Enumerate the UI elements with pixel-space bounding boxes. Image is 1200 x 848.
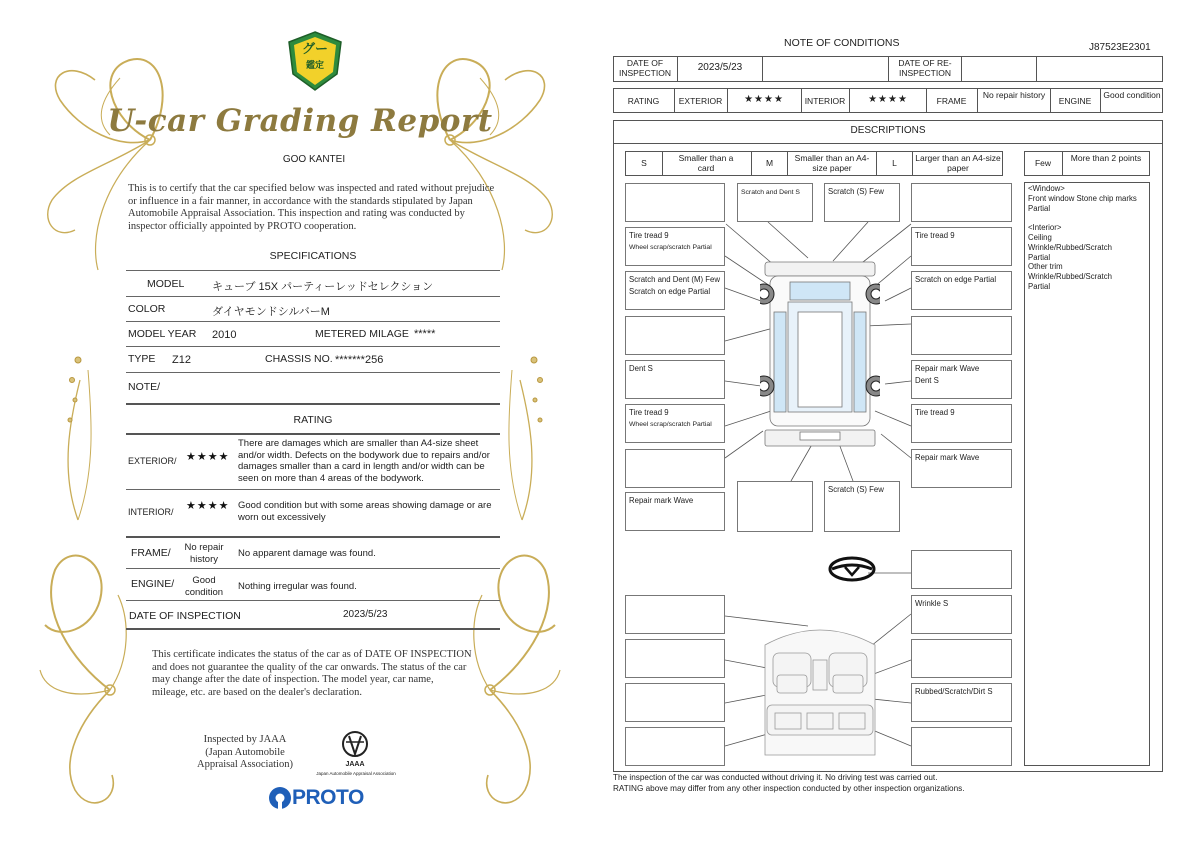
exterior-stars: ★★★★ xyxy=(186,450,230,463)
note-box-interior-left-2 xyxy=(625,639,725,678)
jaaa-logo-subtext: Japan Automobile Appraisal Association xyxy=(316,771,396,776)
note-box-right-repair: Repair mark Wave Dent S xyxy=(911,360,1012,399)
legend-l-desc: Larger than an A4-size paper xyxy=(915,153,1001,173)
metered-mileage-label: METERED MILAGE xyxy=(315,328,409,340)
note-box-right-mid xyxy=(911,316,1012,355)
exterior-label: EXTERIOR/ xyxy=(128,456,177,466)
side-description-line: Partial xyxy=(1028,281,1051,291)
steering-wheel-icon xyxy=(827,555,877,583)
date-of-inspection-label: DATE OF INSPECTION xyxy=(129,610,241,622)
interior-label: INTERIOR xyxy=(804,96,846,106)
side-description-line: Front window Stone chip marks xyxy=(1028,193,1137,203)
specifications-heading: SPECIFICATIONS xyxy=(269,250,357,262)
date-of-reinspection-label: DATE OF RE-INSPECTION xyxy=(898,58,952,78)
exterior-description: There are damages which are smaller than A4-size sheet and/or width. Defects on the bodywork due to repairs and/or damages smaller than a card in length and/or width can be seen on more than 4 areas of the bodywork. xyxy=(238,438,490,484)
note-box-interior-rubbed: Rubbed/Scratch/Dirt S xyxy=(911,683,1012,722)
frame-value: No repair history xyxy=(184,542,224,565)
note-box-right-front: Scratch on edge Partial xyxy=(911,271,1012,310)
note-box-top-right xyxy=(911,183,1012,222)
model-label: MODEL xyxy=(147,278,185,290)
note-of-conditions xyxy=(600,0,1200,848)
rating-heading: RATING xyxy=(293,414,333,426)
report-subtitle: GOO KANTEI xyxy=(282,154,346,165)
note-box-left-front-tire: Tire tread 9 Wheel scrap/scratch Partial xyxy=(625,227,725,266)
note-box-interior-left-4 xyxy=(625,727,725,766)
note-label: NOTE/ xyxy=(128,381,161,393)
note-box-bottom-mid-right: Scratch (S) Few xyxy=(824,481,900,532)
jaaa-logo-text: JAAA xyxy=(345,761,365,768)
note-box-right-front-tire: Tire tread 9 xyxy=(911,227,1012,266)
type-value: Z12 xyxy=(172,354,191,366)
note-box-interior-left-1 xyxy=(625,595,725,634)
note-box-top-mid-right: Scratch (S) Few xyxy=(824,183,900,222)
car-interior-diagram xyxy=(755,615,885,760)
jaaa-logo-icon xyxy=(340,728,370,760)
engine-label: ENGINE xyxy=(1058,96,1092,106)
frame-value: No repair history xyxy=(982,90,1046,100)
note-box-interior-right-4 xyxy=(911,727,1012,766)
interior-description: Good condition but with some areas showing damage or are worn out excessively xyxy=(238,500,492,523)
legend-s-desc: Smaller than a card xyxy=(678,153,734,173)
engine-label: ENGINE/ xyxy=(131,578,175,590)
side-description-line: <Window> xyxy=(1028,184,1065,193)
frame-description: No apparent damage was found. xyxy=(238,548,376,559)
legend-few: Few xyxy=(1034,158,1052,168)
note-box-left-dent: Dent S xyxy=(625,360,725,399)
date-of-inspection-value: 2023/5/23 xyxy=(697,62,743,73)
legend-m: M xyxy=(765,158,774,168)
note-heading: NOTE OF CONDITIONS xyxy=(784,37,900,49)
note-box-bottom-mid-left xyxy=(737,481,813,532)
inspected-by-text: Inspected by JAAA (Japan Automobile Appraisal Association) xyxy=(197,734,293,771)
note-box-left-rear-tire: Tire tread 9 Wheel scrap/scratch Partial xyxy=(625,404,725,443)
note-box-interior-left-3 xyxy=(625,683,725,722)
exterior-label: EXTERIOR xyxy=(678,96,723,106)
engine-value: Good condition xyxy=(184,575,224,598)
descriptions-heading: DESCRIPTIONS xyxy=(850,125,926,136)
certification-intro: This is to certify that the car specified below was inspected and rated without prejudice or influence in a fair manner, in accordance with the standards stipulated by Japan Automobile Appraisal Association. This inspection and rating was conducted by inspector officially appointed by PROTO cooperation. xyxy=(128,183,495,232)
report-title: U-car Grading Report xyxy=(107,103,493,139)
note-box-interior-right-2 xyxy=(911,639,1012,678)
side-description-line: Partial xyxy=(1028,252,1051,262)
metered-mileage-value: ***** xyxy=(414,328,436,340)
date-of-inspection-label: DATE OF INSPECTION xyxy=(619,58,671,78)
note-box-left-mid xyxy=(625,316,725,355)
note-box-left-lower xyxy=(625,449,725,488)
engine-description: Nothing irregular was found. xyxy=(238,581,357,592)
footer-note-1: The inspection of the car was conducted without driving it. No driving test was carried out. xyxy=(613,773,938,782)
badge-sub-text: 鑑定 xyxy=(305,60,324,70)
proto-logo-icon xyxy=(267,785,293,811)
legend-few-desc: More than 2 points xyxy=(1070,153,1142,163)
frame-label: FRAME xyxy=(936,96,967,106)
interior-label: INTERIOR/ xyxy=(128,507,174,517)
note-box-top-left xyxy=(625,183,725,222)
legend-l: L xyxy=(892,158,897,168)
side-description-line: Ceiling xyxy=(1028,232,1052,242)
reference-number: J87523E2301 xyxy=(1089,42,1151,53)
exterior-stars: ★★★★ xyxy=(744,94,784,105)
footer-note-2: RATING above may differ from any other inspection conducted by other inspection organizations. xyxy=(613,784,965,793)
interior-stars: ★★★★ xyxy=(186,499,230,512)
chassis-no-value: *******256 xyxy=(335,354,384,366)
interior-stars: ★★★★ xyxy=(868,94,908,105)
side-description-line: Wrinkle/Rubbed/Scratch xyxy=(1028,272,1112,282)
date-of-inspection-value: 2023/5/23 xyxy=(343,609,388,620)
color-value: ダイヤモンドシルバーM xyxy=(212,306,330,318)
side-description-line: Wrinkle/Rubbed/Scratch xyxy=(1028,242,1112,252)
note-box-steering xyxy=(911,550,1012,589)
legend-s: S xyxy=(641,158,647,168)
type-label: TYPE xyxy=(128,353,156,365)
car-top-view-diagram xyxy=(760,252,880,457)
color-label: COLOR xyxy=(128,303,166,315)
proto-logo-text: PROTO xyxy=(292,786,364,809)
legend-m-desc: Smaller than an A4-size paper xyxy=(794,153,870,173)
side-description-line: <Interior> xyxy=(1028,223,1062,233)
note-box-right-rear-tire: Tire tread 9 xyxy=(911,404,1012,443)
rating-label: RATING xyxy=(627,96,660,106)
note-box-interior-wrinkle: Wrinkle S xyxy=(911,595,1012,634)
note-box-left-front: Scratch and Dent (M) Few Scratch on edge Partial xyxy=(625,271,725,310)
side-descriptions xyxy=(1028,184,1148,292)
certificate-disclaimer: This certificate indicates the status of the car as of DATE OF INSPECTION and does not guarantee the quality of the car onwards. The status of the car may change after the date of inspection. The model year, car name, mileage, etc. are based on the dealer's declaration. xyxy=(152,649,472,698)
model-value: キューブ 15X パーティーレッドセレクション xyxy=(212,281,434,293)
side-description-line: Other trim xyxy=(1028,262,1063,272)
note-box-top-mid-left: Scratch and Dent S xyxy=(737,183,813,222)
note-box-left-repair: Repair mark Wave xyxy=(625,492,725,531)
frame-label: FRAME/ xyxy=(131,547,171,559)
badge-text: グー xyxy=(301,41,328,56)
chassis-no-label: CHASSIS NO. xyxy=(265,353,333,365)
note-box-right-rear-repair: Repair mark Wave xyxy=(911,449,1012,488)
model-year-value: 2010 xyxy=(212,329,237,341)
model-year-label: MODEL YEAR xyxy=(128,328,197,340)
side-description-line xyxy=(1028,213,1148,223)
engine-value: Good condition xyxy=(1103,90,1161,100)
side-description-line: Partial xyxy=(1028,203,1051,213)
